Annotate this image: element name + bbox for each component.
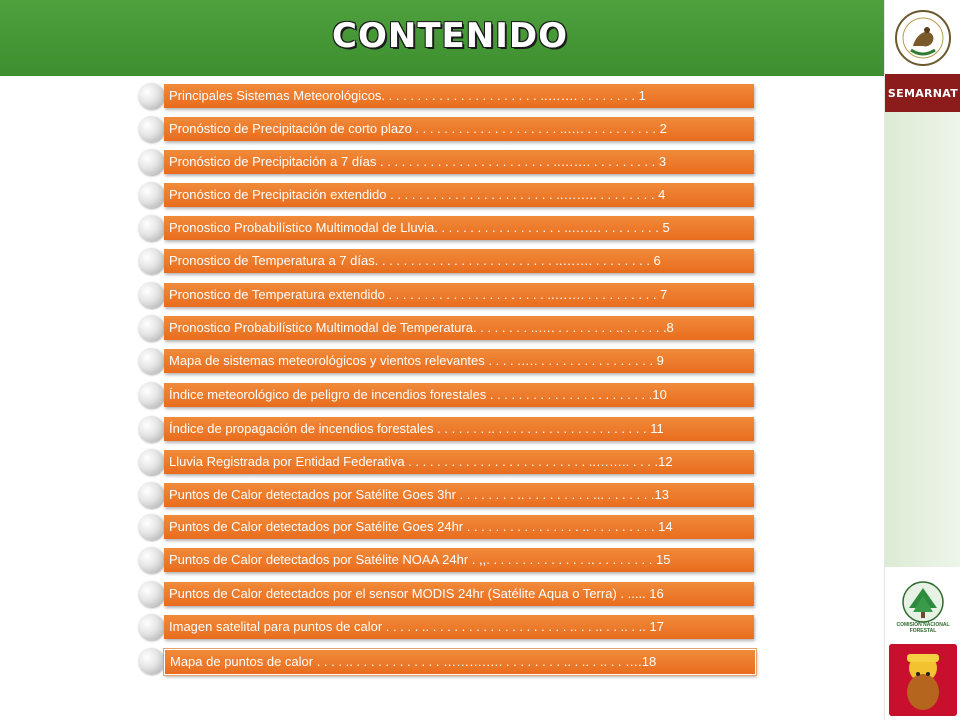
list-item[interactable]	[138, 481, 756, 509]
item-bar	[164, 216, 754, 240]
forest-mascot-icon	[889, 644, 957, 716]
bullet-icon	[138, 514, 164, 540]
list-item[interactable]	[138, 82, 756, 110]
item-label: Pronóstico de Precipitación de corto plazo . . . . . . . . . . . . . . . . . . . . ..…. . . . . . . . . . . 2	[169, 121, 667, 136]
item-bar	[164, 383, 754, 407]
item-label: Pronostico Probabilístico Multimodal de Lluvia. . . . . . . . . . . . . . . . . . ..……. . . . . . . . . 5	[169, 220, 670, 235]
bullet-icon	[138, 482, 164, 508]
item-label: Mapa de sistemas meteorológicos y vientos relevantes . . . . .…. . . . . . . . . . . . . . . . . 9	[169, 353, 664, 368]
list-item[interactable]	[138, 247, 756, 275]
list-item[interactable]	[138, 347, 756, 375]
item-label: Lluvia Registrada por Entidad Federativa . . . . . . . . . . . . . . . . . . . . . . . . . ..…….. . . . .12	[169, 454, 673, 469]
list-item[interactable]	[138, 647, 756, 675]
list-item[interactable]	[138, 381, 756, 409]
item-label: Pronostico de Temperatura a 7 días. . . . . . . . . . . . . . . . . . . . . . . . . ..……. . . . . . . . . 6	[169, 253, 661, 268]
page-title: CONTENIDO	[332, 16, 568, 56]
list-item[interactable]	[138, 214, 756, 242]
bullet-icon	[138, 182, 164, 208]
item-label: Puntos de Calor detectados por Satélite Goes 24hr . . . . . . . . . . . . . . . . .. . . . . . . . . . 14	[169, 519, 673, 534]
list-item[interactable]	[138, 148, 756, 176]
item-bar	[164, 117, 754, 141]
item-label: Pronostico de Temperatura extendido . . . . . . . . . . . . . . . . . . . . . . ..……. . . . . . . . . . . 7	[169, 287, 668, 302]
list-item[interactable]	[138, 580, 756, 608]
bullet-icon	[138, 248, 164, 274]
bullet-icon	[138, 315, 164, 341]
item-label: Índice de propagación de incendios forestales . . . . . . . .. . . . . . . . . . . . . . . . . . . . . . 11	[169, 421, 664, 436]
item-bar	[164, 649, 756, 675]
item-bar	[164, 515, 754, 539]
item-label: Principales Sistemas Meteorológicos. . . . . . . . . . . . . . . . . . . . . . ..……. . . . . . . . . 1	[169, 88, 646, 103]
bullet-icon	[138, 614, 164, 640]
item-label: Puntos de Calor detectados por Satélite Goes 3hr . . . . . . . . .. . . . . . . . . . ... . . . . . . .13	[169, 487, 670, 502]
bullet-icon	[138, 282, 164, 308]
item-label: Índice meteorológico de peligro de incendios forestales . . . . . . . . . . . . . . . . . . . . . . .10	[169, 387, 667, 402]
list-item[interactable]	[138, 415, 756, 443]
item-bar	[164, 582, 754, 606]
bullet-icon	[138, 348, 164, 374]
item-label: Puntos de Calor detectados por el sensor MODIS 24hr (Satélite Aqua o Terra) . ..... 16	[169, 586, 664, 601]
item-bar	[164, 349, 754, 373]
item-label: Puntos de Calor detectados por Satélite NOAA 24hr . ,,. . . . . . . . . . . . . . .. . . . . . . . . 15	[169, 552, 671, 567]
bullet-icon	[138, 382, 164, 408]
list-item[interactable]	[138, 513, 756, 541]
item-bar	[164, 483, 754, 507]
semarnat-logo: SEMARNAT	[885, 74, 960, 112]
sidebar-strip	[885, 112, 960, 567]
item-bar	[164, 316, 754, 340]
list-item[interactable]	[138, 314, 756, 342]
sidebar	[884, 0, 960, 720]
item-bar	[164, 249, 754, 273]
item-bar	[164, 450, 754, 474]
list-item[interactable]	[138, 546, 756, 574]
bullet-icon	[138, 648, 164, 674]
item-bar	[164, 417, 754, 441]
item-bar	[164, 84, 754, 108]
conafor-label: COMISIÓN NACIONAL FORESTAL	[896, 622, 950, 634]
bullet-icon	[138, 449, 164, 475]
bullet-icon	[138, 581, 164, 607]
bullet-icon	[138, 116, 164, 142]
bullet-icon	[138, 215, 164, 241]
item-bar	[164, 283, 754, 307]
list-item[interactable]	[138, 115, 756, 143]
item-label: Pronostico Probabilístico Multimodal de Temperatura. . . . . . . . ..…. . . . . . . . . .. . . . . . .8	[169, 320, 674, 335]
item-label: Mapa de puntos de calor . . . . .. . . . . . . . . . . . . ……….…. . . . . . . . . .. . .. . .. . . ….18	[170, 654, 657, 669]
item-bar	[164, 150, 754, 174]
bullet-icon	[138, 83, 164, 109]
list-item[interactable]	[138, 281, 756, 309]
item-bar	[164, 615, 754, 639]
list-item[interactable]	[138, 181, 756, 209]
mexico-seal-icon	[893, 6, 953, 70]
item-label: Imagen satelital para puntos de calor . . . . . .. . . . . . . . . . . . . . . . . . . . .. . . .. . . .. . .. 17	[169, 619, 664, 634]
bullet-icon	[138, 416, 164, 442]
list-item[interactable]	[138, 448, 756, 476]
bullet-icon	[138, 149, 164, 175]
item-label: Pronóstico de Precipitación extendido . . . . . . . . . . . . . . . . . . . . . . . ..…….. . . . . . . . . 4	[169, 187, 666, 202]
item-label: Pronóstico de Precipitación a 7 días . . . . . . . . . . . . . . . . . . . . . . . . ..……. . . . . . . . . . 3	[169, 154, 667, 169]
bullet-icon	[138, 547, 164, 573]
item-bar	[164, 548, 754, 572]
item-bar	[164, 183, 754, 207]
list-item[interactable]	[138, 613, 756, 641]
